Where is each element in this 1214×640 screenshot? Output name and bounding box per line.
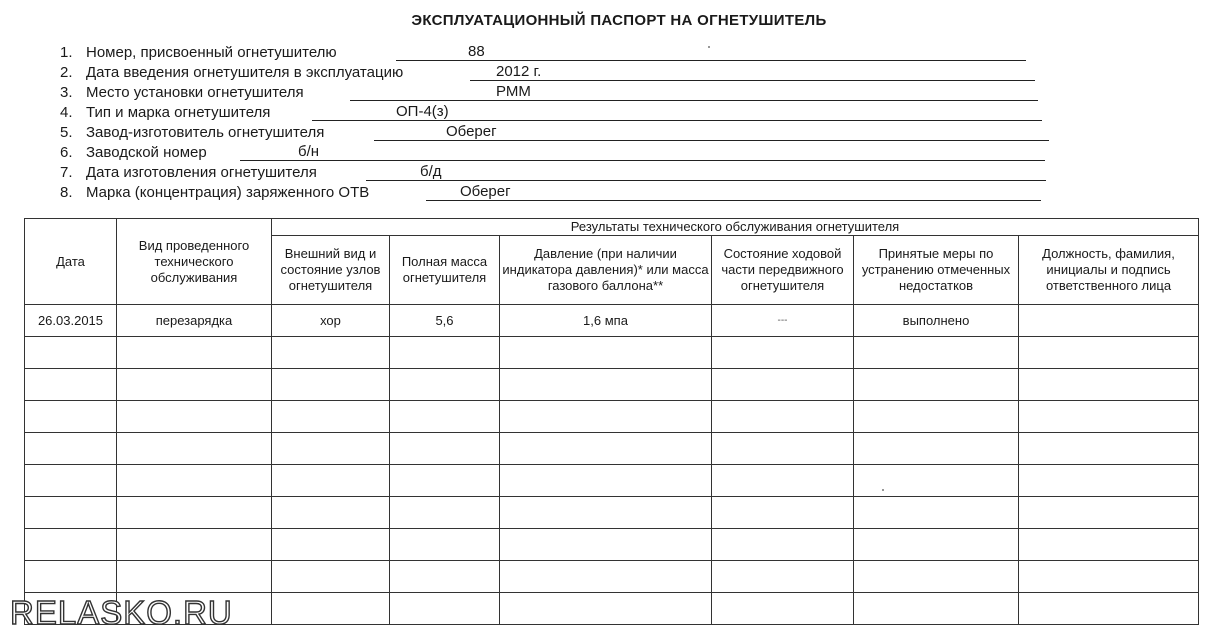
field-value: б/д	[420, 163, 442, 180]
cell-measures: выполнено	[854, 305, 1019, 337]
header-date: Дата	[25, 219, 117, 305]
field-agent-brand	[60, 183, 511, 202]
field-label: Дата введения огнетушителя в эксплуатацию	[86, 64, 404, 81]
maintenance-table	[24, 218, 1199, 625]
field-index: 1.	[60, 44, 73, 61]
field-label: Место установки огнетушителя	[86, 84, 304, 101]
field-number	[60, 43, 485, 62]
header-results-group: Результаты технического обслуживания огнетушителя	[272, 219, 1199, 236]
cell-pressure: 1,6 мпа	[500, 305, 712, 337]
table-row-empty	[25, 401, 1199, 433]
field-value: ОП-4(з)	[396, 103, 449, 120]
field-label: Заводской номер	[86, 144, 207, 161]
field-value: Оберег	[460, 183, 511, 200]
table-row-empty	[25, 433, 1199, 465]
document-title: ЭКСПЛУАТАЦИОННЫЙ ПАСПОРТ НА ОГНЕТУШИТЕЛЬ	[411, 12, 827, 29]
header-measures: Принятые меры по устранению отмеченных недостатков	[854, 236, 1019, 305]
table-row-empty	[25, 337, 1199, 369]
field-type-model	[60, 103, 449, 122]
fill-line	[366, 180, 1046, 181]
table-row	[25, 305, 1199, 337]
cell-service-type: перезарядка	[117, 305, 272, 337]
field-install-location	[60, 83, 531, 102]
field-index: 6.	[60, 144, 73, 161]
field-label: Номер, присвоенный огнетушителю	[86, 44, 337, 61]
cell-full-mass: 5,6	[390, 305, 500, 337]
field-index: 8.	[60, 184, 73, 201]
watermark: RELASKO.RU	[10, 594, 233, 631]
field-label: Дата изготовления огнетушителя	[86, 164, 317, 181]
header-full-mass: Полная масса огнетушителя	[390, 236, 500, 305]
field-manufacture-date	[60, 163, 442, 182]
field-commission-date	[60, 63, 542, 82]
field-index: 7.	[60, 164, 73, 181]
table-row-empty	[25, 497, 1199, 529]
field-label: Тип и марка огнетушителя	[86, 104, 271, 121]
field-value: 88	[468, 43, 485, 60]
header-chassis: Состояние ходовой части передвижного огнетушителя	[712, 236, 854, 305]
cell-chassis: ---	[712, 305, 854, 337]
field-value: б/н	[298, 143, 320, 160]
field-value: РММ	[496, 83, 531, 100]
fill-line	[240, 160, 1045, 161]
field-manufacturer	[60, 123, 497, 142]
cell-signature	[1019, 305, 1199, 337]
scan-speck	[708, 46, 710, 48]
field-index: 5.	[60, 124, 73, 141]
field-value: Оберег	[446, 123, 497, 140]
table-row-empty	[25, 465, 1199, 497]
field-label: Завод-изготовитель огнетушителя	[86, 124, 325, 141]
field-index: 3.	[60, 84, 73, 101]
scan-speck	[882, 489, 884, 491]
field-label: Марка (концентрация) заряженного ОТВ	[86, 184, 370, 201]
header-pressure: Давление (при наличии индикатора давления)* или масса газового баллона**	[500, 236, 712, 305]
field-index: 2.	[60, 64, 73, 81]
table-row-empty	[25, 369, 1199, 401]
table-row-empty	[25, 561, 1199, 593]
field-value: 2012 г.	[496, 63, 542, 80]
fill-line	[350, 100, 1038, 101]
fill-line	[396, 60, 1026, 61]
field-index: 4.	[60, 104, 73, 121]
cell-exterior: хор	[272, 305, 390, 337]
header-exterior: Внешний вид и состояние узлов огнетушителя	[272, 236, 390, 305]
field-serial-number	[60, 143, 320, 162]
header-service-type: Вид проведенного технического обслуживания	[117, 219, 272, 305]
cell-date: 26.03.2015	[25, 305, 117, 337]
fill-line	[426, 200, 1041, 201]
header-signature: Должность, фамилия, инициалы и подпись ответственного лица	[1019, 236, 1199, 305]
table-row-empty	[25, 529, 1199, 561]
fill-line	[470, 80, 1035, 81]
